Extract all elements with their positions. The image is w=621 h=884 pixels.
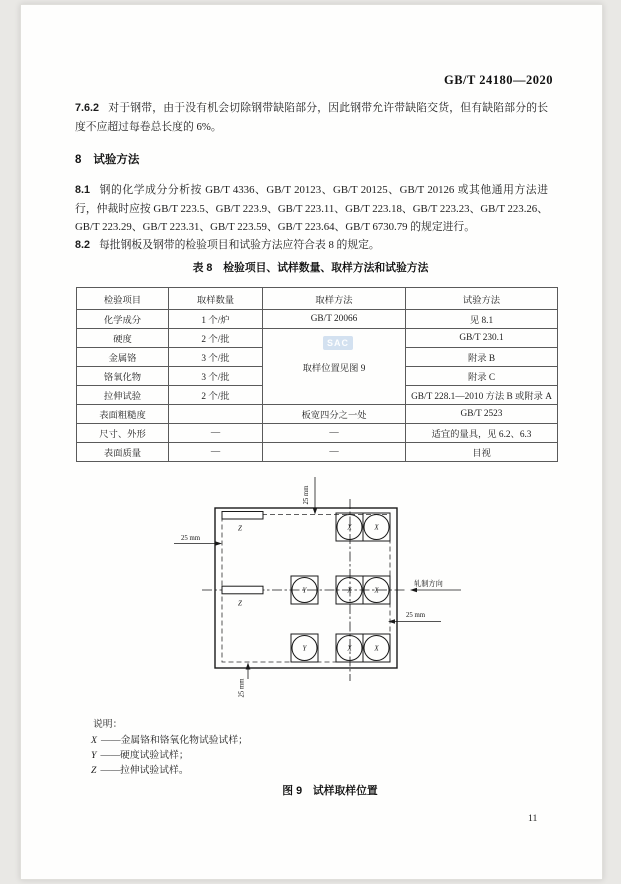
- cell-method: —: [263, 443, 406, 462]
- cell-method: 板宽四分之一处: [263, 405, 406, 424]
- legend-text: ——硬度试验试样；: [100, 750, 189, 761]
- cell-test: 附录 C: [406, 367, 558, 386]
- cell-test: GB/T 228.1—2010 方法 B 或附录 A: [406, 386, 558, 405]
- cell-test: 目视: [406, 443, 558, 462]
- circle-label-x: X: [347, 644, 352, 653]
- cell-qty: [169, 405, 263, 424]
- clause-text: 钢的化学成分分析按 GB/T 4336、GB/T 20123、GB/T 20125、GB/T 20126 或其他通用方法进行，仲裁时应按 GB/T 223.5、GB/T 223.9、GB/T 223.11、GB/T 223.18、GB/T 223.23、GB/T 223.26、GB/T 223.29、GB/T 223.31、GB/T 223.59、GB/T 223.64、GB/T 6730.79 的规定进行。: [75, 184, 548, 234]
- page-number: 11: [528, 813, 538, 824]
- cell-test: GB/T 2523: [406, 405, 558, 424]
- circle-label-y: Y: [302, 586, 307, 595]
- cell-qty: 3 个/批: [169, 367, 263, 386]
- legend-item-z: [91, 762, 189, 776]
- col-header-qty: 取样数量: [169, 288, 263, 310]
- cell-qty: 2 个/批: [169, 386, 263, 405]
- legend-text: ——拉伸试验试样。: [100, 765, 189, 776]
- clause-7-6-2: [75, 99, 548, 136]
- dim-label-left: 25 mm: [181, 535, 201, 542]
- cell-item: 化学成分: [77, 310, 169, 329]
- circle-label-x: X: [347, 523, 352, 532]
- section-8-heading: [75, 151, 139, 167]
- standard-number: GB/T 24180—2020: [443, 73, 553, 87]
- table-row: [77, 405, 558, 424]
- clause-8-1: [75, 181, 548, 237]
- cell-item: 表面粗糙度: [77, 405, 169, 424]
- cell-qty: 2 个/批: [169, 329, 263, 348]
- cell-item: 尺寸、外形: [77, 424, 169, 443]
- clause-number: 7.6.2: [75, 102, 100, 114]
- cell-qty: —: [169, 443, 263, 462]
- table-row: [77, 329, 558, 348]
- table-row: [77, 310, 558, 329]
- cell-item: 金属铬: [77, 348, 169, 367]
- cell-test: 适宜的量具，见 6.2、6.3: [406, 424, 558, 443]
- circle-label-x: X: [347, 586, 352, 595]
- section-title: 试验方法: [93, 154, 140, 166]
- cell-qty: 3 个/批: [169, 348, 263, 367]
- dim-label-top: 25 mm: [303, 485, 310, 505]
- section-number: 8: [75, 154, 82, 166]
- circle-label-x: X: [374, 644, 379, 653]
- col-header-item: 检验项目: [77, 288, 169, 310]
- clause-number: 8.1: [75, 184, 91, 196]
- table-row: [77, 443, 558, 462]
- col-header-method: 取样方法: [263, 288, 406, 310]
- cell-method: GB/T 20066: [263, 310, 406, 329]
- cell-test: GB/T 230.1: [406, 329, 558, 348]
- table-8: [76, 287, 558, 462]
- strip-label-z: Z: [238, 524, 242, 533]
- cell-test: 附录 B: [406, 348, 558, 367]
- legend-item-y: [91, 747, 189, 761]
- legend-title: 说明：: [93, 719, 123, 730]
- legend-symbol: Z: [91, 765, 97, 776]
- legend-item-x: [91, 732, 248, 746]
- dim-label-bottom: 25 mm: [238, 678, 246, 698]
- circle-label-y: Y: [302, 644, 307, 653]
- circle-label-x: X: [374, 586, 379, 595]
- col-header-test: 试验方法: [406, 288, 558, 310]
- legend-symbol: X: [91, 735, 97, 746]
- legend-text: ——金属铬和铬氧化物试验试样；: [100, 735, 248, 746]
- figure-9-sampling-diagram: [130, 472, 490, 712]
- clause-text: 对于钢带，由于没有机会切除钢带缺陷部分，因此钢带允许带缺陷交货，但有缺陷部分的长度不应超过每卷总长度的 6%。: [75, 102, 548, 133]
- cell-item: 硬度: [77, 329, 169, 348]
- figure-9-caption: 图 9 试样取样位置: [282, 785, 378, 797]
- table-row: [77, 424, 558, 443]
- clause-8-2: [75, 236, 548, 255]
- cell-method-merged: 取样位置见图 9: [263, 329, 406, 405]
- table-8-title: 表 8 检验项目、试样数量、取样方法和试验方法: [192, 262, 429, 274]
- sac-watermark: SAC: [323, 336, 353, 350]
- rolling-direction-label: 轧制方向: [414, 580, 443, 588]
- clause-number: 8.2: [75, 239, 91, 251]
- cell-qty: 1 个/炉: [169, 310, 263, 329]
- tensile-strip-middle: [222, 586, 263, 594]
- cell-qty: —: [169, 424, 263, 443]
- cell-method: —: [263, 424, 406, 443]
- table-header-row: [77, 288, 558, 310]
- cell-item: 表面质量: [77, 443, 169, 462]
- tensile-strip-top: [222, 512, 263, 520]
- cell-item: 铬氧化物: [77, 367, 169, 386]
- cell-test: 见 8.1: [406, 310, 558, 329]
- strip-label-z: Z: [238, 599, 242, 608]
- legend-symbol: Y: [91, 750, 97, 761]
- dim-label-right: 25 mm: [406, 612, 426, 619]
- cell-item: 拉伸试验: [77, 386, 169, 405]
- circle-label-x: X: [374, 523, 379, 532]
- clause-text: 每批钢板及钢带的检验项目和试验方法应符合表 8 的规定。: [99, 239, 380, 251]
